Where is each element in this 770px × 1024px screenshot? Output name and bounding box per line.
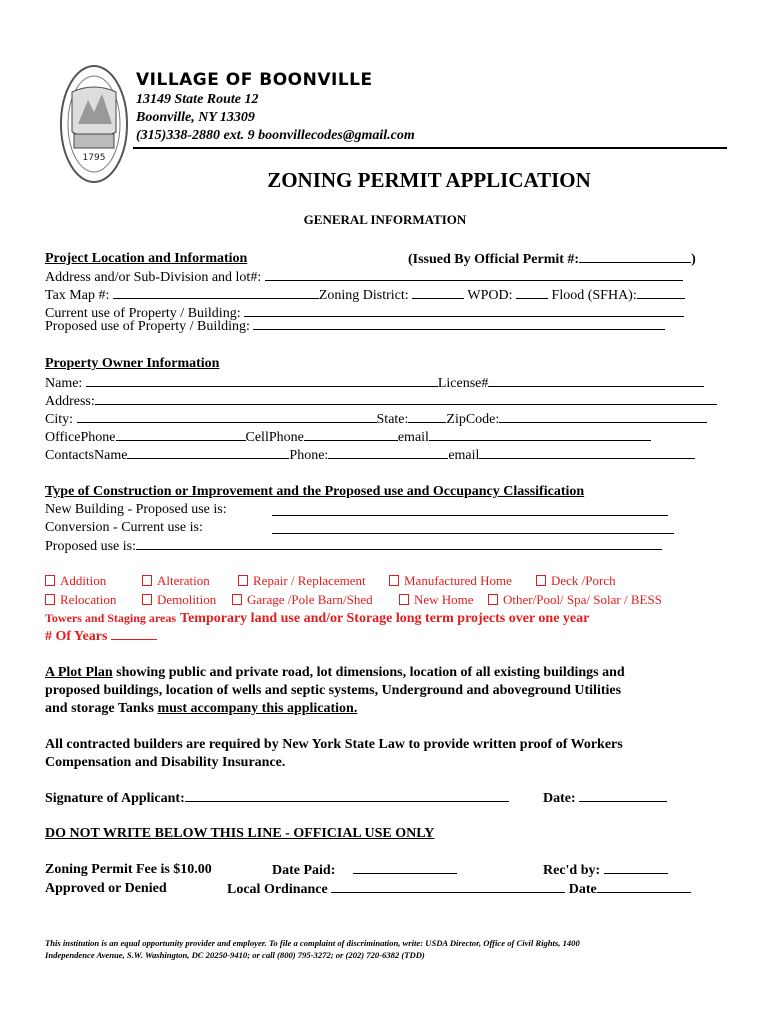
village-name: VILLAGE OF BOONVILLE (136, 70, 373, 90)
zip-label: ZipCode: (446, 412, 500, 427)
contactsname-label: ContactsName (45, 448, 128, 463)
signature-field[interactable] (185, 789, 509, 802)
new-building-field[interactable] (272, 503, 668, 516)
header-rule (133, 147, 727, 149)
conversion-row (45, 519, 203, 536)
approved-label: Approved or Denied (45, 881, 167, 896)
recd-by-field[interactable] (604, 861, 668, 874)
owner-address-label: Address: (45, 394, 95, 409)
new-building-label: New Building - Proposed use is: (45, 502, 227, 517)
years-row (45, 627, 157, 645)
address-row (45, 268, 683, 286)
local-ordinance-row (227, 880, 691, 898)
option-label: Relocation (60, 592, 117, 607)
signature-row (45, 789, 509, 807)
checkbox-icon[interactable] (399, 594, 409, 605)
official-heading: DO NOT WRITE BELOW THIS LINE - OFFICIAL USE ONLY (45, 826, 435, 841)
new-building-row (45, 501, 227, 518)
email-field[interactable] (429, 428, 651, 441)
checkbox-icon[interactable] (142, 594, 152, 605)
wpod-label: WPOD: (467, 288, 513, 303)
email2-label: email (448, 448, 480, 463)
section-subtitle: GENERAL INFORMATION (303, 212, 467, 227)
checkbox-icon[interactable] (389, 575, 399, 586)
seal-year: 1795 (82, 153, 106, 163)
checkbox-icon[interactable] (238, 575, 248, 586)
construction-heading: Type of Construction or Improvement and the Proposed use and Occupancy Classification (45, 484, 585, 499)
zip-field[interactable] (499, 410, 707, 423)
phone-field[interactable] (328, 446, 448, 459)
address-lot-field[interactable] (265, 268, 683, 281)
wpod-field[interactable] (516, 286, 548, 299)
zoning-field[interactable] (412, 286, 464, 299)
local-ordinance-label: Local Ordinance (227, 882, 328, 897)
checkbox-icon[interactable] (142, 575, 152, 586)
proposed-use-label: Proposed use of Property / Building: (45, 319, 250, 334)
plot-plan-lead: A Plot Plan (45, 665, 113, 680)
state-field[interactable] (408, 410, 446, 423)
option-addition[interactable] (45, 573, 106, 589)
official-date-label: Date (568, 882, 597, 897)
fee-label: Zoning Permit Fee is $10.00 (45, 862, 212, 877)
plot-plan-text-1: showing public and private road, lot dimensions, location of all existing buildings and (112, 665, 625, 680)
city-row (45, 410, 707, 428)
proposed-row (45, 537, 662, 555)
option-label: Deck /Porch (551, 573, 616, 588)
option-label: Addition (60, 573, 107, 588)
option-label: Repair / Replacement (253, 573, 366, 588)
option-label: Demolition (157, 592, 217, 607)
date-paid-label: Date Paid: (272, 863, 336, 878)
owner-address-field[interactable] (95, 392, 717, 405)
conversion-field[interactable] (272, 521, 674, 534)
plot-plan-text-2: proposed buildings, location of wells and septic systems, Underground and aboveground Utilities (45, 683, 622, 698)
option-label: Manufactured Home (404, 573, 512, 588)
signature-date-row (543, 789, 667, 807)
builders-line-2: Compensation and Disability Insurance. (45, 755, 286, 770)
signature-label: Signature of Applicant: (45, 791, 185, 806)
option-relocation[interactable] (45, 592, 116, 608)
proposed-field[interactable] (136, 537, 662, 550)
footer-line-1: This institution is an equal opportunity provider and employer. To file a complaint of discrimination, write: USDA Director, Office of Civil Rights, 1400 (45, 938, 580, 948)
taxmap-label: Tax Map #: (45, 288, 110, 303)
current-use-field[interactable] (244, 304, 684, 317)
current-use-label: Current use of Property / Building: (45, 306, 241, 321)
checkbox-icon[interactable] (232, 594, 242, 605)
proposed-use-field[interactable] (253, 317, 665, 330)
option-other[interactable] (488, 592, 662, 608)
issued-label: (Issued By Official Permit #: (408, 252, 580, 267)
official-date-field[interactable] (597, 880, 691, 893)
temporary-use-label: Temporary land use and/or Storage long term projects over one year (180, 611, 590, 626)
state-label: State: (376, 412, 409, 427)
city-label: City: (45, 412, 74, 427)
option-label: Other/Pool/ Spa/ Solar / BESS (503, 592, 662, 607)
proposed-use-row (45, 317, 665, 335)
option-label: Alteration (157, 573, 210, 588)
city-field[interactable] (77, 410, 377, 423)
flood-label: Flood (SFHA): (551, 288, 637, 303)
contacts-row (45, 446, 695, 464)
officephone-field[interactable] (116, 428, 246, 441)
address-line-2: Boonville, NY 13309 (136, 110, 255, 125)
taxmap-field[interactable] (113, 286, 319, 299)
checkbox-icon[interactable] (45, 594, 55, 605)
years-field[interactable] (111, 627, 157, 640)
license-field[interactable] (488, 374, 704, 387)
phone-row (45, 428, 651, 446)
years-label: # Of Years (45, 629, 108, 644)
checkbox-icon[interactable] (488, 594, 498, 605)
project-heading-row (45, 250, 247, 267)
option-label: Garage /Pole Barn/Shed (247, 592, 373, 607)
option-demolition[interactable] (142, 592, 216, 608)
proposed-label: Proposed use is: (45, 539, 136, 554)
name-row (45, 374, 704, 392)
plot-plan-line-2 (45, 682, 621, 699)
taxmap-row (45, 286, 685, 304)
towers-row (45, 609, 589, 627)
signature-date-label: Date: (543, 791, 576, 806)
recd-by-label: Rec'd by: (543, 863, 601, 878)
flood-field[interactable] (637, 286, 685, 299)
cellphone-label: CellPhone (245, 430, 304, 445)
option-garage[interactable] (232, 592, 373, 608)
option-new-home[interactable] (399, 592, 474, 608)
address-line-1: 13149 State Route 12 (136, 92, 259, 107)
cellphone-field[interactable] (304, 428, 398, 441)
date-paid-row (272, 861, 457, 879)
builders-line-1: All contracted builders are required by New York State Law to provide written proof of Workers (45, 737, 623, 752)
towers-label: Towers and Staging areas (45, 611, 177, 625)
date-paid-field[interactable] (353, 861, 457, 874)
license-label: License# (437, 376, 489, 391)
option-deck-porch[interactable] (536, 573, 616, 589)
footer-line-2: Independence Avenue, S.W. Washington, DC 20250-9410; or call (800) 795-3272; or (202) 720-6382 (TDD) (45, 950, 425, 960)
official-heading-row (45, 825, 434, 842)
footer (45, 937, 580, 961)
zoning-label: Zoning District: (318, 288, 409, 303)
plot-plan-must: must accompany this application. (157, 701, 358, 716)
plot-plan-line-1 (45, 664, 625, 681)
issued-suffix: ) (691, 252, 696, 267)
issued-permit (408, 250, 696, 268)
option-label: New Home (414, 592, 474, 607)
email2-field[interactable] (479, 446, 695, 459)
checkbox-icon[interactable] (45, 575, 55, 586)
construction-heading-row (45, 483, 584, 500)
email-label: email (397, 430, 429, 445)
plot-plan-text-3: and storage Tanks (45, 701, 158, 716)
signature-date-field[interactable] (579, 789, 667, 802)
permit-number-field[interactable] (579, 250, 691, 263)
contactsname-field[interactable] (127, 446, 289, 459)
phone-label: Phone: (289, 448, 329, 463)
option-manufactured-home[interactable] (389, 573, 512, 589)
checkbox-icon[interactable] (536, 575, 546, 586)
name-field[interactable] (86, 374, 438, 387)
local-ordinance-field[interactable] (331, 880, 565, 893)
officephone-label: OfficePhone (45, 430, 116, 445)
address-lot-label: Address and/or Sub-Division and lot#: (45, 270, 262, 285)
owner-heading-row (45, 355, 219, 372)
page-title: ZONING PERMIT APPLICATION (267, 168, 591, 192)
owner-address-row (45, 392, 717, 410)
owner-heading: Property Owner Information (45, 356, 220, 371)
name-label: Name: (45, 376, 83, 391)
recd-by-row (543, 861, 668, 879)
conversion-label: Conversion - Current use is: (45, 520, 203, 535)
option-repair[interactable] (238, 573, 366, 589)
plot-plan-line-3 (45, 700, 357, 717)
contact-line: (315)338-2880 ext. 9 boonvillecodes@gmail.com (136, 128, 415, 143)
option-alteration[interactable] (142, 573, 210, 589)
project-heading: Project Location and Information (45, 251, 248, 266)
